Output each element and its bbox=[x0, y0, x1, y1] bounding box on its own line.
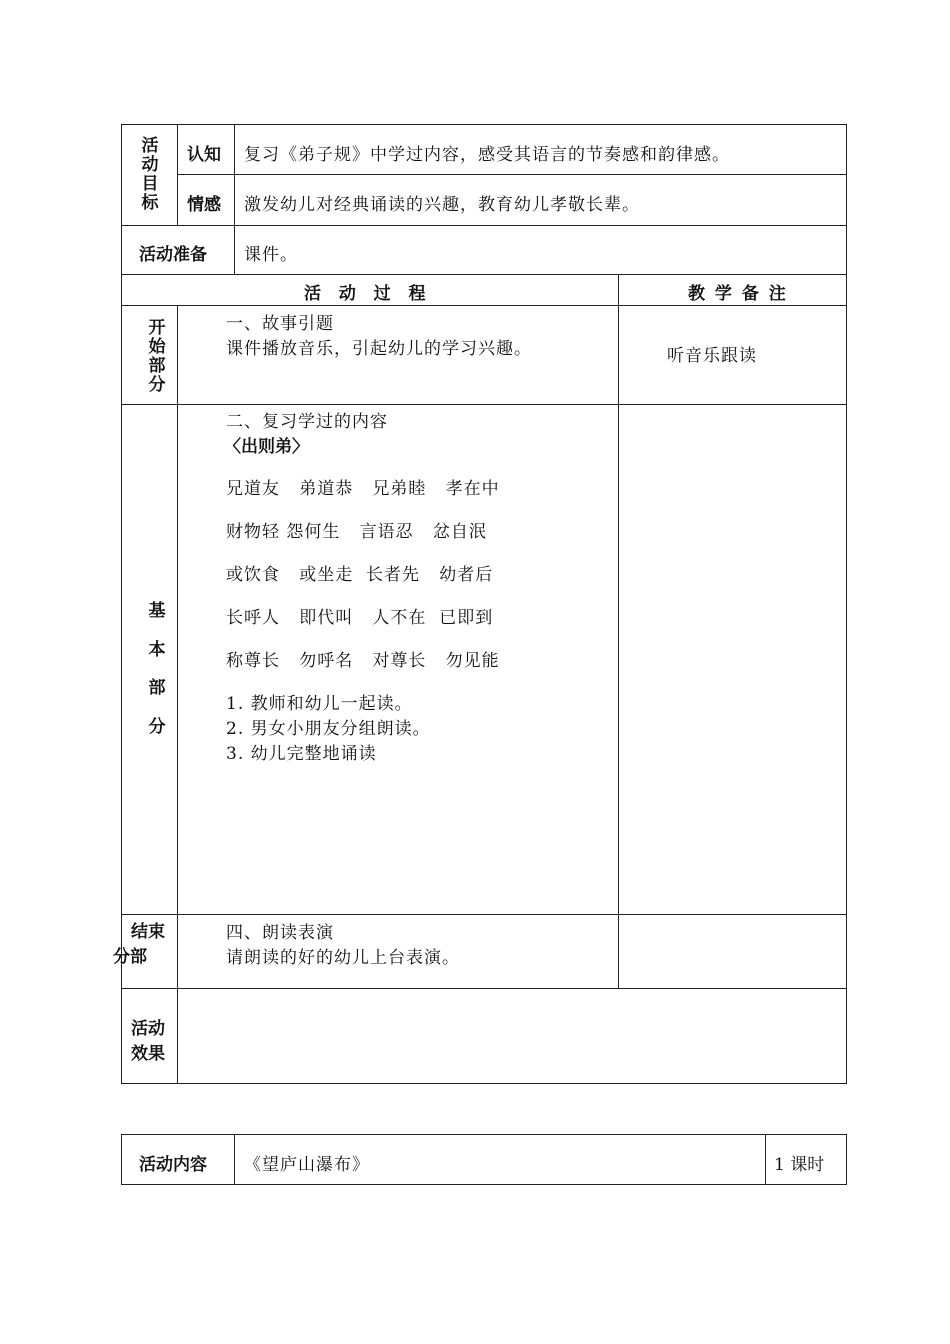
basic-label-char: 基 bbox=[148, 601, 166, 621]
cognition-text: 复习《弟子规》中学过内容，感受其语言的节奏感和韵律感。 bbox=[244, 145, 730, 165]
emotion-label: 情感 bbox=[187, 195, 221, 215]
notes-header: 教 学 备 注 bbox=[688, 284, 788, 304]
end-label-line2: 分部 bbox=[113, 947, 147, 967]
end-label-line1: 结束 bbox=[131, 922, 165, 942]
prep-label: 活动准备 bbox=[139, 245, 207, 265]
step-item: 3. 幼儿完整地诵读 bbox=[226, 744, 377, 764]
goal-label-char: 动 bbox=[141, 155, 159, 175]
start-label-char: 分 bbox=[148, 375, 166, 395]
verse-line: 或饮食 或坐走 长者先 幼者后 bbox=[226, 565, 494, 585]
prep-text: 课件。 bbox=[244, 245, 298, 265]
content-value: 《望庐山瀑布》 bbox=[244, 1155, 370, 1175]
goal-label-char: 标 bbox=[141, 193, 159, 213]
verse-line: 长呼人 即代叫 人不在 已即到 bbox=[226, 608, 494, 628]
effect-label-line1: 活动 bbox=[131, 1019, 165, 1039]
start-label-char: 部 bbox=[148, 356, 166, 376]
basic-label-char: 部 bbox=[148, 678, 166, 698]
step-item: 2. 男女小朋友分组朗读。 bbox=[226, 719, 431, 739]
start-text: 课件播放音乐，引起幼儿的学习兴趣。 bbox=[226, 339, 532, 359]
verse-line: 财物轻 怨何生 言语忍 忿自泯 bbox=[226, 522, 487, 542]
basic-label bbox=[137, 592, 177, 746]
cognition-label: 认知 bbox=[187, 145, 221, 165]
start-note: 听音乐跟读 bbox=[667, 346, 757, 366]
basic-subtitle: 〈出则弟〉 bbox=[224, 437, 309, 457]
emotion-text: 激发幼儿对经典诵读的兴趣，教育幼儿孝敬长辈。 bbox=[244, 195, 640, 215]
start-label-char: 始 bbox=[148, 337, 166, 357]
goal-label-char: 活 bbox=[141, 136, 159, 156]
verse-line: 兄道友 弟道恭 兄弟睦 孝在中 bbox=[226, 479, 500, 499]
step-item: 1. 教师和幼儿一起读。 bbox=[226, 694, 413, 714]
content-label: 活动内容 bbox=[139, 1155, 207, 1175]
start-label bbox=[137, 319, 177, 395]
goal-label-char: 目 bbox=[141, 174, 159, 194]
start-label-char: 开 bbox=[148, 318, 166, 338]
goal-label bbox=[130, 137, 170, 213]
duration: 1 课时 bbox=[774, 1155, 825, 1175]
process-header: 活 动 过 程 bbox=[304, 284, 428, 304]
basic-title: 二、复习学过的内容 bbox=[226, 412, 388, 432]
verse-line: 称尊长 勿呼名 对尊长 勿见能 bbox=[226, 651, 500, 671]
end-title: 四、朗读表演 bbox=[226, 923, 334, 943]
effect-label-line2: 效果 bbox=[131, 1044, 165, 1064]
basic-label-char: 本 bbox=[148, 639, 166, 660]
basic-label-char: 分 bbox=[148, 716, 166, 737]
start-title: 一、故事引题 bbox=[226, 314, 334, 334]
end-text: 请朗读的好的幼儿上台表演。 bbox=[226, 948, 460, 968]
